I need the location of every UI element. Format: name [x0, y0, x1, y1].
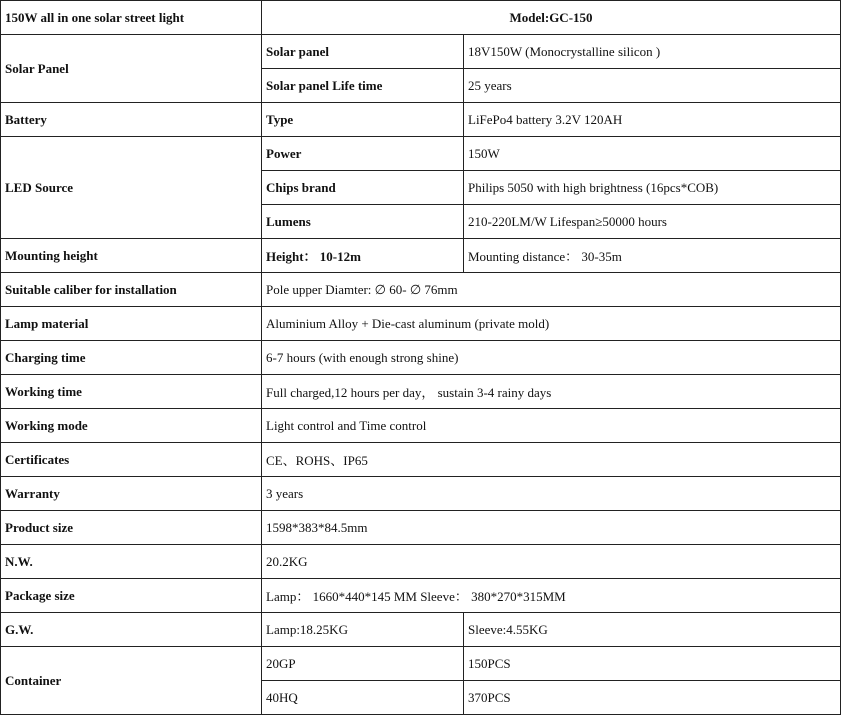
mounting-label: Mounting height	[1, 239, 262, 273]
container-label: Container	[1, 647, 262, 715]
solar-panel-value: 18V150W (Monocrystalline silicon )	[464, 35, 841, 69]
lamp-material-value: Aluminium Alloy + Die-cast aluminum (private mold)	[262, 307, 841, 341]
table-row	[1, 375, 841, 409]
gw-label: G.W.	[1, 613, 262, 647]
table-row	[1, 613, 841, 647]
solar-panel-key: Solar panel	[262, 35, 464, 69]
table-row	[1, 307, 841, 341]
working-mode-label: Working mode	[1, 409, 262, 443]
table-row	[1, 647, 841, 681]
led-lumens-key: Lumens	[262, 205, 464, 239]
caliber-label: Suitable caliber for installation	[1, 273, 262, 307]
table-row	[1, 409, 841, 443]
warranty-value: 3 years	[262, 477, 841, 511]
table-row	[1, 137, 841, 171]
container-type-40hq: 40HQ	[262, 681, 464, 715]
led-chips-key: Chips brand	[262, 171, 464, 205]
working-time-label: Working time	[1, 375, 262, 409]
battery-label: Battery	[1, 103, 262, 137]
working-time-value: Full charged,12 hours per day， sustain 3-4 rainy days	[262, 375, 841, 409]
table-row	[1, 579, 841, 613]
table-row	[1, 239, 841, 273]
mounting-key: Height： 10-12m	[262, 239, 464, 273]
container-qty-40hq: 370PCS	[464, 681, 841, 715]
table-row	[1, 273, 841, 307]
nw-label: N.W.	[1, 545, 262, 579]
mounting-value: Mounting distance： 30-35m	[464, 239, 841, 273]
led-chips-value: Philips 5050 with high brightness (16pcs*COB)	[464, 171, 841, 205]
caliber-value: Pole upper Diamter: ∅ 60- ∅ 76mm	[262, 273, 841, 307]
model-header: Model:GC-150	[262, 1, 841, 35]
table-row	[1, 443, 841, 477]
table-row	[1, 35, 841, 69]
warranty-label: Warranty	[1, 477, 262, 511]
container-qty-20gp: 150PCS	[464, 647, 841, 681]
led-label: LED Source	[1, 137, 262, 239]
solar-life-value: 25 years	[464, 69, 841, 103]
product-size-label: Product size	[1, 511, 262, 545]
gw-sleeve-value: Sleeve:4.55KG	[464, 613, 841, 647]
container-type-20gp: 20GP	[262, 647, 464, 681]
nw-value: 20.2KG	[262, 545, 841, 579]
led-power-key: Power	[262, 137, 464, 171]
gw-lamp-value: Lamp:18.25KG	[262, 613, 464, 647]
battery-value: LiFePo4 battery 3.2V 120AH	[464, 103, 841, 137]
table-row	[1, 477, 841, 511]
package-size-value: Lamp： 1660*440*145 MM Sleeve： 380*270*315MM	[262, 579, 841, 613]
package-size-label: Package size	[1, 579, 262, 613]
certificates-value: CE、ROHS、IP65	[262, 443, 841, 477]
table-row	[1, 341, 841, 375]
battery-key: Type	[262, 103, 464, 137]
table-row	[1, 545, 841, 579]
title-row	[1, 1, 841, 35]
charging-time-value: 6-7 hours (with enough strong shine)	[262, 341, 841, 375]
table-title: 150W all in one solar street light	[1, 1, 262, 35]
table-row	[1, 511, 841, 545]
led-power-value: 150W	[464, 137, 841, 171]
led-lumens-value: 210-220LM/W Lifespan≥50000 hours	[464, 205, 841, 239]
solar-life-key: Solar panel Life time	[262, 69, 464, 103]
table-row	[1, 103, 841, 137]
lamp-material-label: Lamp material	[1, 307, 262, 341]
product-size-value: 1598*383*84.5mm	[262, 511, 841, 545]
charging-time-label: Charging time	[1, 341, 262, 375]
certificates-label: Certificates	[1, 443, 262, 477]
solar-panel-label: Solar Panel	[1, 35, 262, 103]
working-mode-value: Light control and Time control	[262, 409, 841, 443]
